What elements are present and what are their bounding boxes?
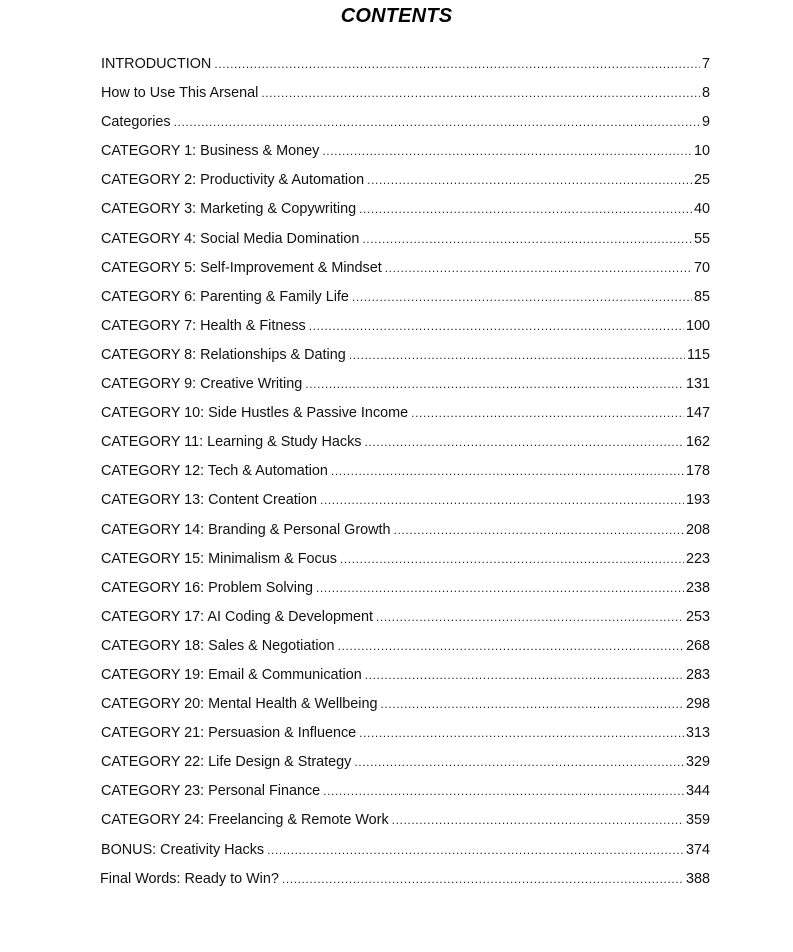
toc-entry-page: 298 <box>684 693 710 715</box>
toc-entry-label: CATEGORY 12: Tech & Automation <box>101 460 331 482</box>
toc-entry-label: CATEGORY 20: Mental Health & Wellbeing <box>101 693 381 715</box>
toc-entry[interactable] <box>101 460 710 489</box>
dot-leader <box>322 140 692 162</box>
toc-entry[interactable] <box>101 140 710 169</box>
toc-entry-label: CATEGORY 3: Marketing & Copywriting <box>101 198 359 220</box>
toc-entry[interactable] <box>101 286 710 315</box>
dot-leader <box>338 635 684 657</box>
dot-leader <box>174 111 700 133</box>
toc-entry-label: CATEGORY 16: Problem Solving <box>101 577 316 599</box>
dot-leader <box>214 53 700 75</box>
toc-entry-label: CATEGORY 18: Sales & Negotiation <box>101 635 338 657</box>
dot-leader <box>282 868 684 890</box>
toc-entry-page: 162 <box>684 431 710 453</box>
toc-entry[interactable] <box>101 489 710 518</box>
toc-entry-page: 208 <box>684 519 710 541</box>
toc-entry[interactable] <box>101 809 710 838</box>
dot-leader <box>359 722 684 744</box>
toc-entry[interactable] <box>101 548 710 577</box>
toc-entry-label: CATEGORY 8: Relationships & Dating <box>101 344 349 366</box>
toc-entry[interactable] <box>101 839 710 868</box>
toc-entry[interactable] <box>101 169 710 198</box>
dot-leader <box>261 82 700 104</box>
dot-leader <box>362 228 692 250</box>
toc-entry[interactable] <box>101 664 710 693</box>
toc-entry[interactable] <box>101 606 710 635</box>
toc-entry-label: CATEGORY 24: Freelancing & Remote Work <box>101 809 392 831</box>
toc-entry-page: 7 <box>700 53 710 75</box>
toc-entry-label: CATEGORY 22: Life Design & Strategy <box>101 751 354 773</box>
toc-entry-label: CATEGORY 4: Social Media Domination <box>101 228 362 250</box>
dot-leader <box>411 402 684 424</box>
toc-entry[interactable] <box>101 693 710 722</box>
toc-entry-label: CATEGORY 9: Creative Writing <box>101 373 305 395</box>
toc-entry-page: 25 <box>692 169 710 191</box>
toc-entry[interactable] <box>101 722 710 751</box>
dot-leader <box>365 664 684 686</box>
toc-entry[interactable] <box>101 344 710 373</box>
dot-leader <box>359 198 692 220</box>
dot-leader <box>392 809 684 831</box>
toc-entry[interactable] <box>101 402 710 431</box>
toc-entry[interactable] <box>101 111 710 140</box>
toc-entry-label: CATEGORY 1: Business & Money <box>101 140 322 162</box>
toc-entry-page: 344 <box>684 780 710 802</box>
toc-entry-page: 329 <box>684 751 710 773</box>
dot-leader <box>385 257 692 279</box>
toc-entry-page: 223 <box>684 548 710 570</box>
dot-leader <box>394 519 684 541</box>
toc-entry-page: 100 <box>684 315 710 337</box>
toc-entry-page: 253 <box>684 606 710 628</box>
toc-entry-label: CATEGORY 10: Side Hustles & Passive Income <box>101 402 411 424</box>
dot-leader <box>340 548 684 570</box>
toc-entry[interactable] <box>101 431 710 460</box>
toc-entry-label: CATEGORY 21: Persuasion & Influence <box>101 722 359 744</box>
toc-entry-label: CATEGORY 23: Personal Finance <box>101 780 323 802</box>
toc-entry-label: CATEGORY 13: Content Creation <box>101 489 320 511</box>
table-of-contents <box>101 53 710 897</box>
dot-leader <box>309 315 684 337</box>
toc-entry-label: Categories <box>101 111 174 133</box>
toc-entry-page: 40 <box>692 198 710 220</box>
dot-leader <box>381 693 684 715</box>
toc-entry-label: CATEGORY 15: Minimalism & Focus <box>101 548 340 570</box>
toc-entry-label: CATEGORY 6: Parenting & Family Life <box>101 286 352 308</box>
toc-entry[interactable] <box>101 519 710 548</box>
toc-entry[interactable] <box>101 315 710 344</box>
toc-entry-page: 359 <box>684 809 710 831</box>
toc-entry-page: 147 <box>684 402 710 424</box>
toc-entry-page: 9 <box>700 111 710 133</box>
toc-entry-page: 131 <box>684 373 710 395</box>
toc-entry[interactable] <box>101 373 710 402</box>
toc-entry[interactable] <box>100 868 710 897</box>
toc-entry[interactable] <box>101 577 710 606</box>
toc-entry[interactable] <box>101 751 710 780</box>
toc-entry-label: BONUS: Creativity Hacks <box>101 839 267 861</box>
toc-entry-page: 10 <box>692 140 710 162</box>
toc-entry-label: How to Use This Arsenal <box>101 82 261 104</box>
toc-entry-page: 193 <box>684 489 710 511</box>
toc-entry-page: 268 <box>684 635 710 657</box>
toc-entry-page: 8 <box>700 82 710 104</box>
toc-entry-page: 388 <box>684 868 710 890</box>
dot-leader <box>316 577 684 599</box>
toc-entry-label: CATEGORY 11: Learning & Study Hacks <box>101 431 364 453</box>
toc-entry-label: CATEGORY 5: Self-Improvement & Mindset <box>101 257 385 279</box>
toc-entry-label: CATEGORY 14: Branding & Personal Growth <box>101 519 394 541</box>
dot-leader <box>364 431 684 453</box>
dot-leader <box>367 169 692 191</box>
toc-entry-label: CATEGORY 2: Productivity & Automation <box>101 169 367 191</box>
page-title: CONTENTS <box>340 5 453 27</box>
toc-entry-page: 374 <box>684 839 710 861</box>
toc-entry-page: 85 <box>692 286 710 308</box>
toc-entry-page: 55 <box>692 228 710 250</box>
toc-entry[interactable] <box>101 53 710 82</box>
toc-entry-label: Final Words: Ready to Win? <box>100 868 282 890</box>
dot-leader <box>354 751 684 773</box>
toc-entry[interactable] <box>101 780 710 809</box>
dot-leader <box>323 780 684 802</box>
toc-entry-label: CATEGORY 19: Email & Communication <box>101 664 365 686</box>
toc-entry-page: 178 <box>684 460 710 482</box>
toc-entry[interactable] <box>101 198 710 227</box>
toc-entry-page: 238 <box>684 577 710 599</box>
dot-leader <box>376 606 684 628</box>
dot-leader <box>352 286 692 308</box>
toc-entry[interactable] <box>101 82 710 111</box>
toc-entry[interactable] <box>101 228 710 257</box>
dot-leader <box>267 839 684 861</box>
dot-leader <box>349 344 685 366</box>
toc-entry-page: 283 <box>684 664 710 686</box>
dot-leader <box>320 489 684 511</box>
toc-entry-page: 115 <box>685 344 710 366</box>
toc-entry-label: INTRODUCTION <box>101 53 214 75</box>
dot-leader <box>331 460 684 482</box>
toc-entry[interactable] <box>101 257 710 286</box>
toc-entry[interactable] <box>101 635 710 664</box>
toc-entry-page: 70 <box>692 257 710 279</box>
dot-leader <box>305 373 684 395</box>
toc-entry-page: 313 <box>684 722 710 744</box>
toc-entry-label: CATEGORY 17: AI Coding & Development <box>101 606 376 628</box>
toc-entry-label: CATEGORY 7: Health & Fitness <box>101 315 309 337</box>
